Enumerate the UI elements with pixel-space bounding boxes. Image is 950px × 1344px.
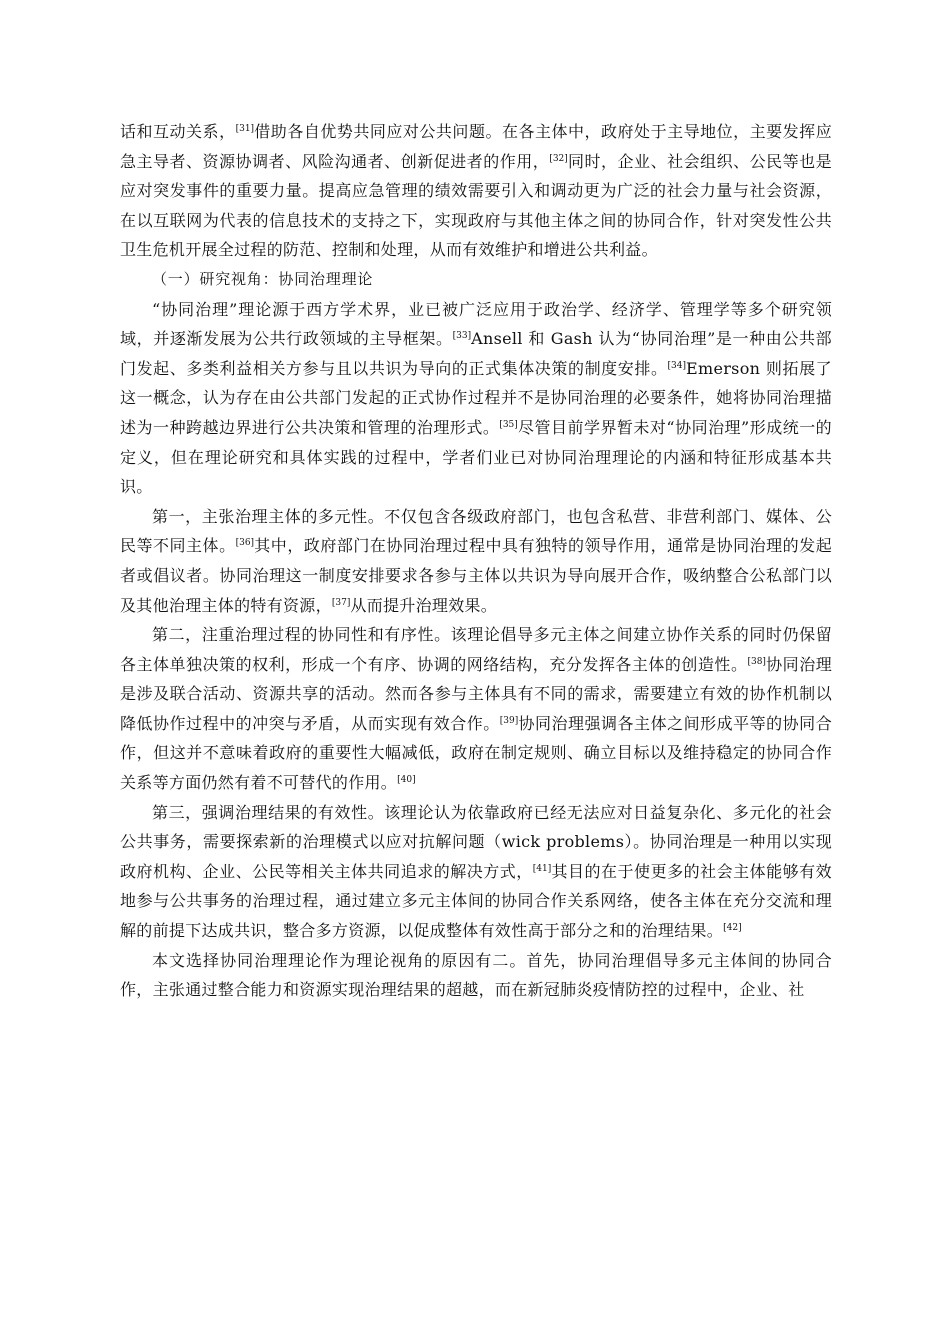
- text-run: 从而提升治理效果。: [350, 595, 498, 615]
- citation-marker: [33]: [452, 331, 472, 342]
- text-run: 其中，政府部门在协同治理过程中具有独特的领导作用，通常是协同治理的发起者或倡议者。协同治理这一制度安排要求各参与主体以共识为导向展开合作，吸纳整合公私部门以及其他治理主体的特有资源，: [120, 536, 832, 615]
- text-run: 其目的在于使更多的社会主体能够有效地参与公共事务的治理过程，通过建立多元主体间的协同合作关系网络，使各主体在充分交流和理解的前提下达成共识，整合多方资源，以促成整体有效性高于部分之和的治理结果。: [120, 861, 832, 941]
- citation-marker: [37]: [331, 597, 351, 608]
- citation-marker: [41]: [532, 863, 552, 874]
- body-paragraph: [120, 620, 832, 798]
- text-run: 协同治理强调各主体之间形成平等的协同合作，但这并不意味着政府的重要性大幅减低，政府在制定规则、确立目标以及维持稳定的协同合作关系等方面仍然有着不可替代的作用。: [120, 713, 832, 793]
- citation-marker: [31]: [235, 124, 255, 134]
- body-paragraph: [120, 946, 832, 1005]
- text-run: 第二，注重治理过程的协同性和有序性。该理论倡导多元主体之间建立协作关系的同时仍保留各主体单独决策的权利，形成一个有序、协调的网络结构，充分发挥各主体的创造性。: [120, 625, 832, 674]
- citation-marker: [40]: [397, 775, 416, 786]
- text-run: 第三，强调治理结果的有效性。该理论认为依靠政府已经无法应对日益复杂化、多元化的社会公共事务，需要探索新的治理模式以应对抗解问题（wick problems）。协同治理是一种用以实现政府机构、企业、公民等相关主体共同追求的解决方式，: [120, 802, 832, 881]
- text-run: （一）研究视角：协同治理理论: [152, 269, 374, 288]
- text-run: 协同治理是涉及联合活动、资源共享的活动。然而各参与主体具有不同的需求，需要建立有效的协作机制以降低协作过程中的冲突与矛盾，从而实现有效合作。: [120, 654, 833, 733]
- text-run: Emerson 则拓展了这一概念，认为存在由公共部门发起的正式协作过程并不是协同治理的必要条件，她将协同治理描述为一种跨越边界进行公共决策和管理的治理形式。: [120, 358, 832, 437]
- document-body: [120, 117, 832, 1005]
- text-run: 借助各自优势共同应对公共问题。在各主体中，政府处于主导地位，主要发挥应急主导者、资源协调者、风险沟通者、创新促进者的作用，: [120, 122, 832, 171]
- citation-marker: [38]: [747, 656, 766, 667]
- text-run: 话和互动关系，: [120, 122, 236, 141]
- text-run: 同时，企业、社会组织、公民等也是应对突发事件的重要力量。提高应急管理的绩效需要引入和调动更为广泛的社会力量与社会资源，在以互联网为代表的信息技术的支持之下，实现政府与其他主体之间的协同合作，针对突发性公共卫生危机开展全过程的防范、控制和处理，从而有效维护和增进公共利益。: [120, 151, 832, 260]
- text-run: Ansell 和 Gash 认为“协同治理”是一种由公共部门发起、多类利益相关方参与且以共识为导向的正式集体决策的制度安排。: [120, 329, 832, 378]
- citation-marker: [42]: [723, 923, 742, 934]
- citation-marker: [35]: [499, 419, 518, 430]
- body-paragraph: [120, 502, 832, 620]
- citation-marker: [32]: [549, 153, 568, 164]
- text-run: “协同治理”理论源于西方学术界，业已被广泛应用于政治学、经济学、管理学等多个研究领域，并逐渐发展为公共行政领域的主导框架。: [120, 299, 832, 349]
- citation-marker: [36]: [235, 538, 255, 549]
- text-run: 第一，主张治理主体的多元性。不仅包含各级政府部门，也包含私营、非营利部门、媒体、公民等不同主体。: [120, 506, 832, 556]
- section-heading: [120, 265, 832, 295]
- body-paragraph: [120, 798, 832, 946]
- body-paragraph: [120, 117, 832, 265]
- body-paragraph: [120, 295, 832, 502]
- citation-marker: [39]: [499, 715, 519, 726]
- text-run: 尽管目前学界暂未对“协同治理”形成统一的定义，但在理论研究和具体实践的过程中，学者们业已对协同治理理论的内涵和特征形成基本共识。: [120, 417, 832, 497]
- text-run: 本文选择协同治理理论作为理论视角的原因有二。首先，协同治理倡导多元主体间的协同合作，主张通过整合能力和资源实现治理结果的超越，而在新冠肺炎疫情防控的过程中，企业、社: [120, 950, 832, 1000]
- citation-marker: [34]: [667, 360, 687, 371]
